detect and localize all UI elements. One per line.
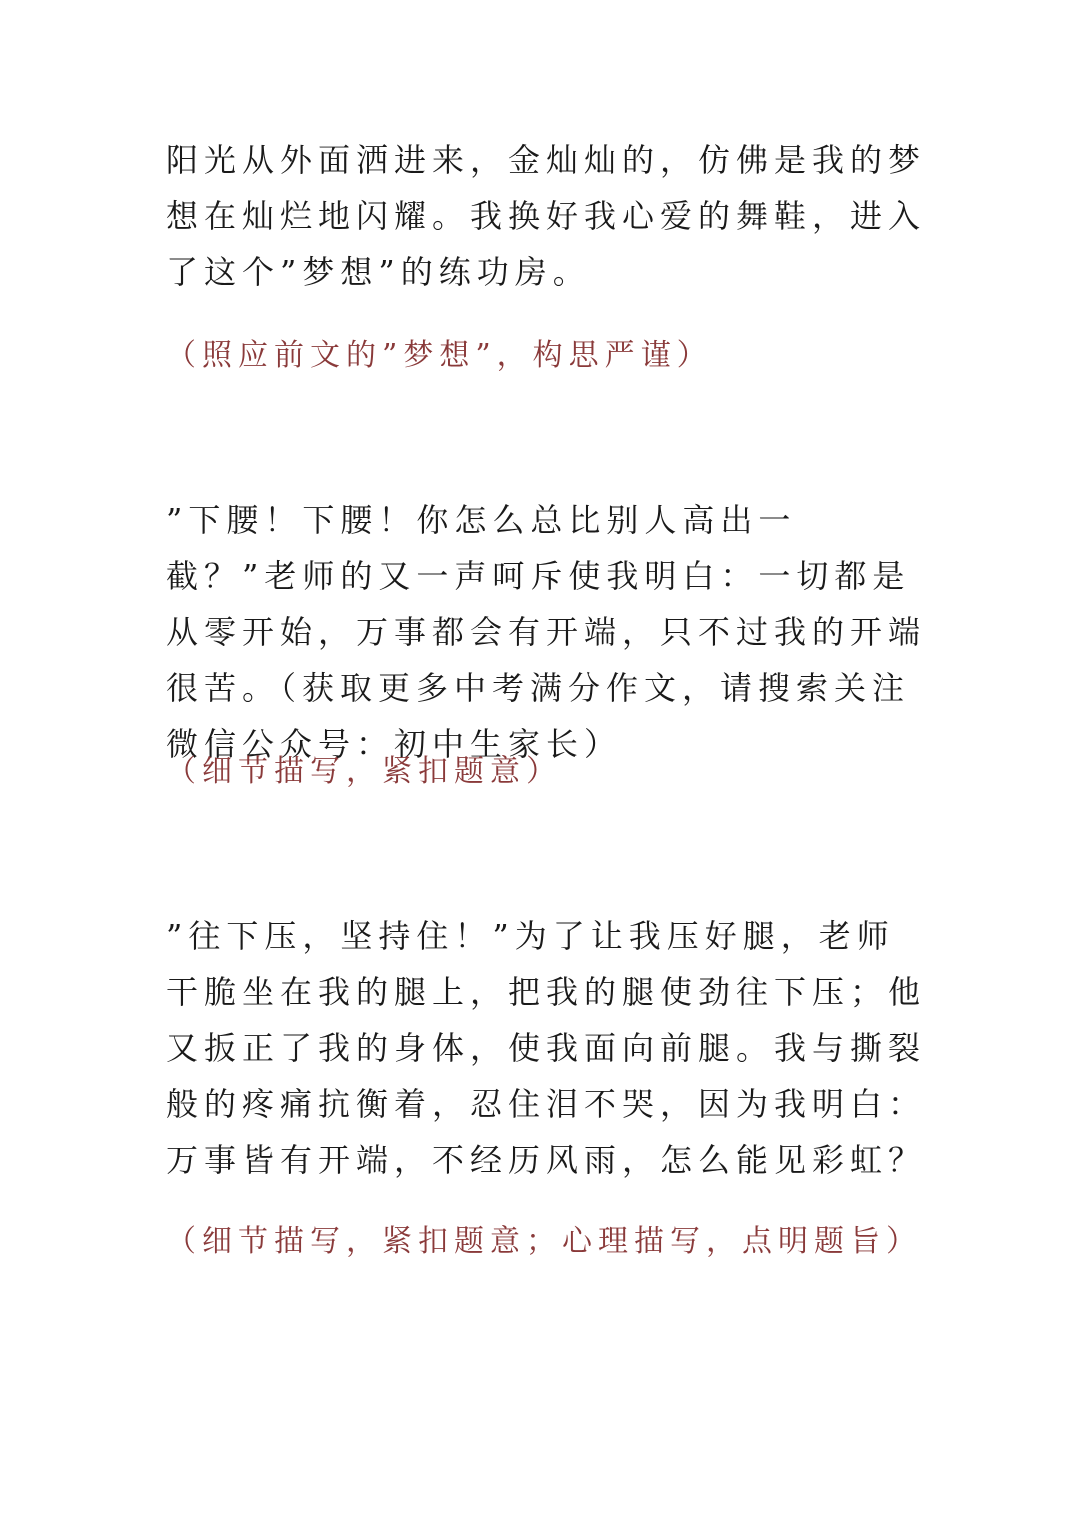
annotation-note-3 [166, 1220, 926, 1264]
note-text: （细节描写，紧扣题意） [166, 754, 562, 789]
annotation-note-2 [166, 750, 926, 794]
annotation-note-1 [166, 334, 926, 378]
article-paragraph-1 [166, 132, 926, 300]
note-text: （细节描写，紧扣题意；心理描写，点明题旨） [166, 1224, 922, 1259]
article-paragraph-3 [166, 908, 926, 1188]
article-paragraph-2 [166, 492, 926, 772]
paragraph-text: ”下腰！下腰！你怎么总比别人高出一截？”老师的又一声呵斥使我明白：一切都是从零开始，万事都会有开端，只不过我的开端很苦。（获取更多中考满分作文，请搜索关注微信公众号：初中生家长） [166, 501, 927, 763]
note-text: （照应前文的”梦想”，构思严谨） [166, 338, 713, 373]
paragraph-text: ”往下压，坚持住！”为了让我压好腿，老师干脆坐在我的腿上，把我的腿使劲往下压；他又扳正了我的身体，使我面向前腿。我与撕裂般的疼痛抗衡着，忍住泪不哭，因为我明白：万事皆有开端，不经历风雨，怎么能见彩虹？ [166, 917, 927, 1179]
paragraph-text: 阳光从外面洒进来，金灿灿的，仿佛是我的梦想在灿烂地闪耀。我换好我心爱的舞鞋，进入了这个”梦想”的练功房。 [166, 141, 927, 291]
